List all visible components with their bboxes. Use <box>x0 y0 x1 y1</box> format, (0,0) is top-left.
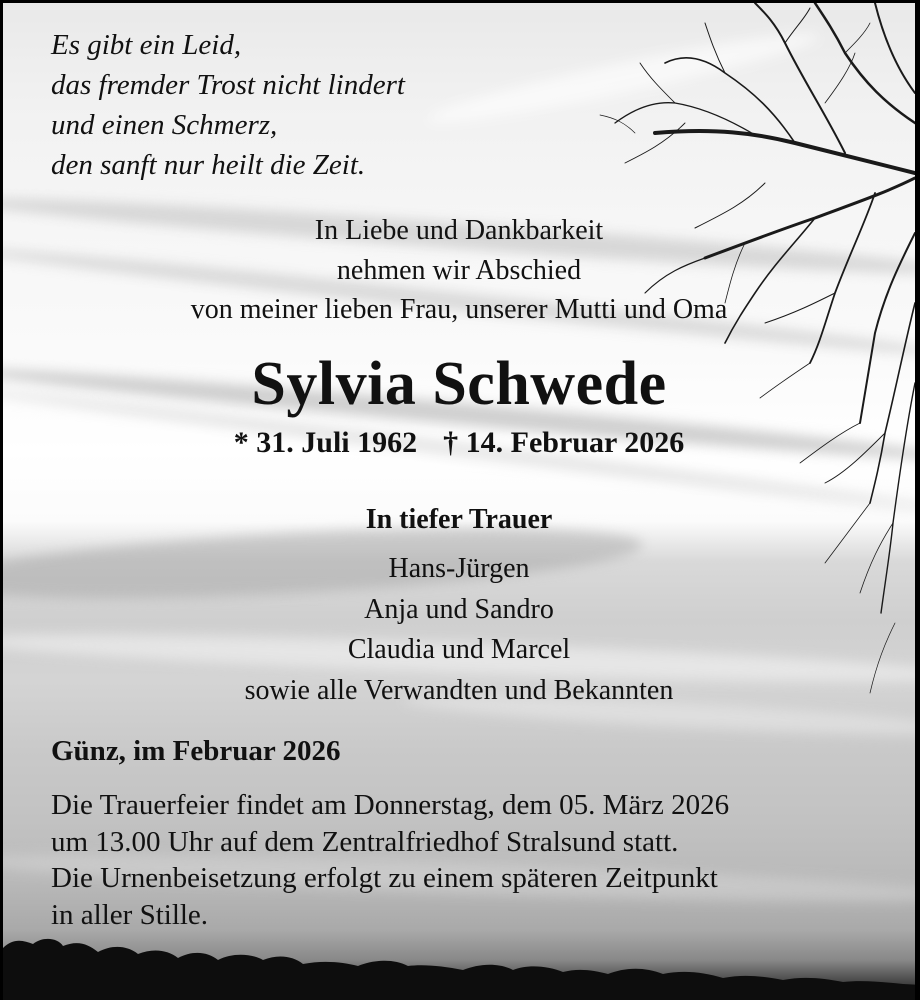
mourner: Anja und Sandro <box>364 593 554 625</box>
mourners-list <box>3 549 915 711</box>
notice-content <box>3 3 915 1000</box>
deceased-name: Sylvia Schwede <box>251 350 667 418</box>
life-dates <box>3 423 915 463</box>
poem-line: und einen Schmerz, <box>51 109 278 141</box>
info-line: in aller Stille. <box>51 898 209 931</box>
mourner: Hans-Jürgen <box>388 553 530 584</box>
death-date: † 14. Februar 2026 <box>443 426 685 459</box>
poem-line: Es gibt ein Leid, <box>51 29 242 61</box>
farewell-intro <box>3 211 915 330</box>
info-line: Die Trauerfeier findet am Donnerstag, dem 05. März 2026 <box>51 789 730 821</box>
intro-line: In Liebe und Dankbarkeit <box>314 215 604 246</box>
poem-line: den sanft nur heilt die Zeit. <box>51 149 366 181</box>
service-information <box>51 787 729 933</box>
poem-line: das fremder Trost nicht lindert <box>51 69 405 101</box>
info-line: um 13.00 Uhr auf dem Zentralfriedhof Stralsund statt. <box>51 825 679 858</box>
mourner: sowie alle Verwandten und Bekannten <box>244 674 674 706</box>
place-and-date: Günz, im Februar 2026 <box>51 735 341 767</box>
intro-line: nehmen wir Abschied <box>336 254 582 286</box>
intro-line: von meiner lieben Frau, unserer Mutti und Oma <box>190 294 728 325</box>
birth-date: * 31. Juli 1962 <box>233 426 418 459</box>
mourner: Claudia und Marcel <box>347 634 571 665</box>
memorial-poem <box>51 25 405 185</box>
info-line: Die Urnenbeisetzung erfolgt zu einem späteren Zeitpunkt <box>51 862 718 894</box>
mourning-heading: In tiefer Trauer <box>365 504 553 535</box>
